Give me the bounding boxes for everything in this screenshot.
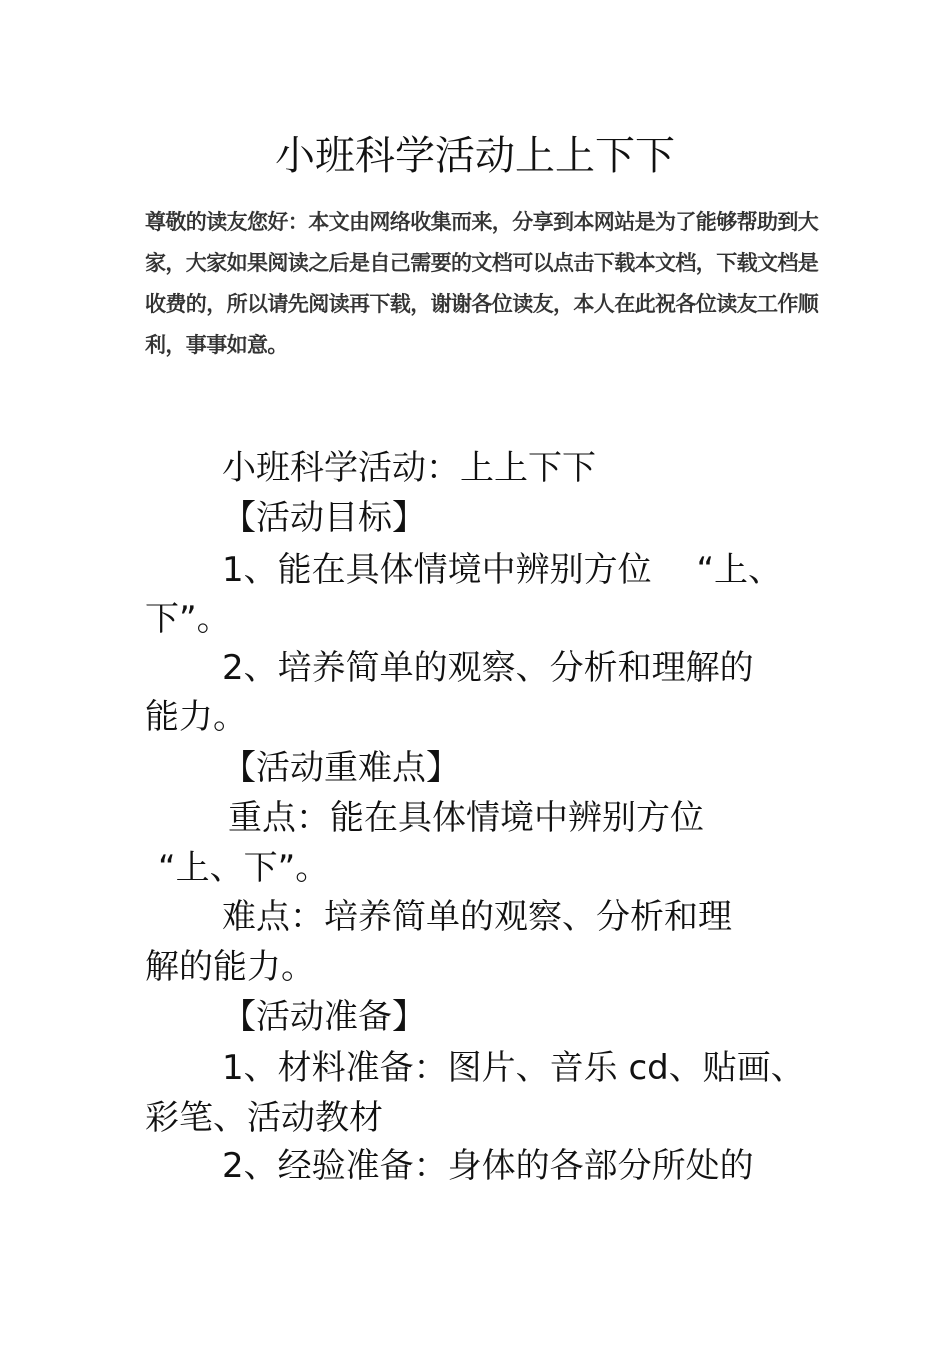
- body-line: 解的能力。: [145, 947, 315, 987]
- body-line: 1、材料准备：图片、音乐 cd、贴画、: [222, 1048, 805, 1088]
- section-heading-preparation: 【活动准备】: [222, 997, 426, 1037]
- body-line: 1、能在具体情境中辨别方位 “上、: [222, 550, 783, 590]
- notice-line: 家，大家如果阅读之后是自己需要的文档可以点击下载本文档，下载文档是: [145, 251, 819, 275]
- body-line: 能力。: [145, 697, 247, 737]
- section-heading-goals: 【活动目标】: [222, 498, 426, 538]
- notice-line: 尊敬的读友您好：本文由网络收集而来，分享到本网站是为了能够帮助到大: [145, 210, 819, 234]
- notice-line: 利，事事如意。: [145, 333, 288, 357]
- body-line: 彩笔、活动教材: [145, 1098, 383, 1138]
- reader-notice: [145, 202, 819, 366]
- notice-line: 收费的，所以请先阅读再下载，谢谢各位读友，本人在此祝各位读友工作顺: [145, 292, 819, 316]
- body-line: “上、下”。: [158, 848, 330, 888]
- page-title: 小班科学活动上上下下: [275, 133, 675, 179]
- body-line: 重点：能在具体情境中辨别方位: [228, 798, 704, 838]
- section-heading-key-points: 【活动重难点】: [222, 748, 460, 788]
- body-line: 难点：培养简单的观察、分析和理: [222, 897, 732, 937]
- body-heading: 小班科学活动：上上下下: [222, 448, 596, 488]
- body-line: 2、培养简单的观察、分析和理解的: [222, 648, 754, 688]
- body-line: 2、经验准备：身体的各部分所处的: [222, 1146, 754, 1186]
- body-line: 下”。: [145, 599, 231, 639]
